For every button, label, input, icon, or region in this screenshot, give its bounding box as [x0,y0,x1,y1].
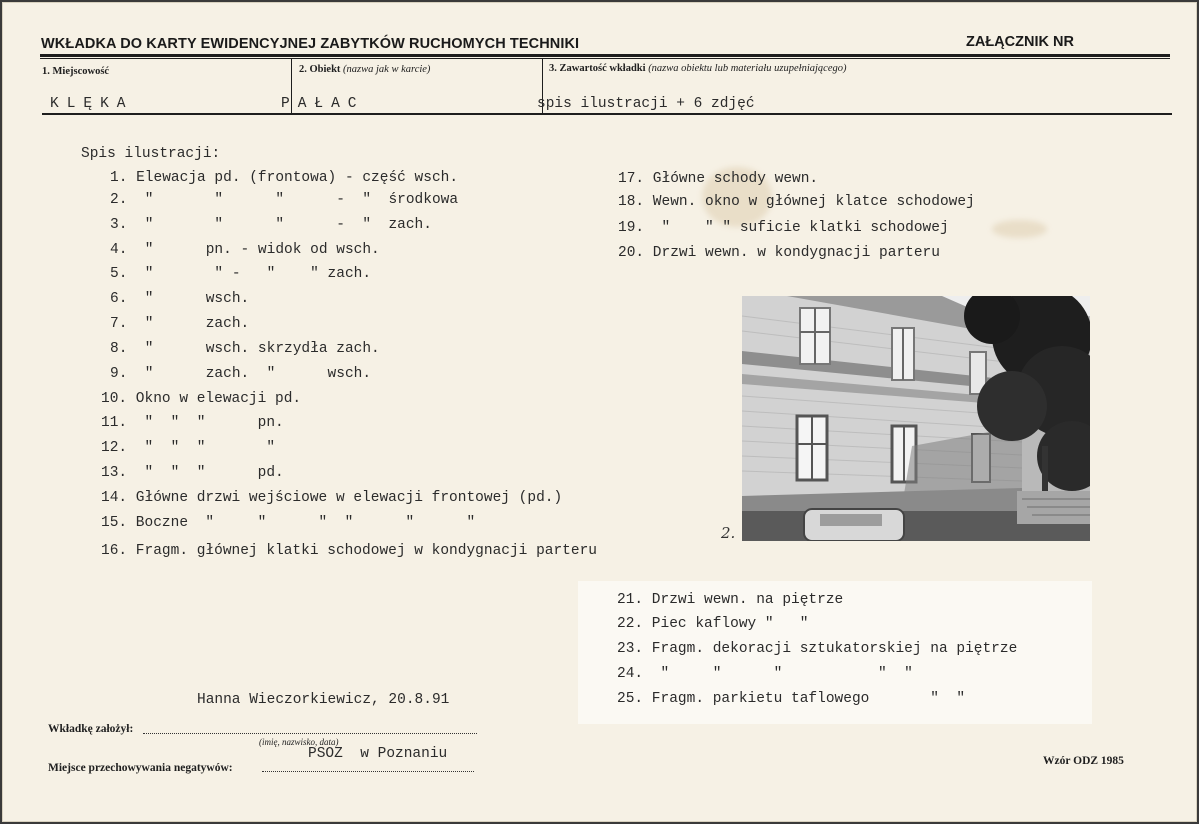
created-by-label: Wkładkę założył: [48,723,134,735]
header-rule [40,54,1170,57]
object-label: 2. Obiekt (nazwa jak w karcie) [299,64,431,75]
list-item: 24. " " " " " [617,666,913,682]
content-label: 3. Zawartość wkładki (nazwa obiektu lub materiału uzupełniającego) [549,63,847,74]
list-item: 5. " " - " " zach. [110,266,372,282]
list-item: 16. Fragm. głównej klatki schodowej w kondygnacji parteru [101,543,597,559]
list-item: 22. Piec kaflowy " " [617,616,809,632]
list-item: 12. " " " " [101,440,276,456]
list-item: 4. " pn. - widok od wsch. [110,242,380,258]
attachment-label: ZAŁĄCZNIK NR [966,34,1074,50]
list-item: 13. " " " pd. [101,465,284,481]
list-item: 17. Główne schody wewn. [618,171,819,187]
list-item: 14. Główne drzwi wejściowe w elewacji frontowej (pd.) [101,490,563,506]
list-item: 21. Drzwi wewn. na piętrze [617,592,844,608]
header-rule-thin [40,58,1170,59]
list-heading: Spis ilustracji: [81,146,221,162]
created-by-hint: (imię, nazwisko, data) [259,737,339,747]
list-item: 6. " wsch. [110,291,250,307]
list-item: 23. Fragm. dekoracji sztukatorskiej na piętrze [617,641,1018,657]
list-item: 18. Wewn. okno w głównej klatce schodowej [618,194,975,210]
building-photo [742,296,1090,541]
list-item: 1. Elewacja pd. (frontowa) - część wsch. [110,170,459,186]
list-item: 25. Fragm. parkietu taflowego " " [617,691,966,707]
form-code: Wzór ODZ 1985 [1043,755,1124,767]
content-value: spis ilustracji + 6 zdjęć [537,96,755,112]
record-card [2,2,1197,822]
negatives-storage-label: Miejsce przechowywania negatywów: [48,762,233,774]
list-item: 10. Okno w elewacji pd. [101,391,302,407]
negatives-storage-line [262,771,474,772]
list-item: 3. " " " - " zach. [110,217,432,233]
form-title: WKŁADKA DO KARTY EWIDENCYJNEJ ZABYTKÓW RUCHOMYCH TECHNIKI [41,36,580,52]
list-item: 7. " zach. [110,316,250,332]
negatives-storage-value: PSOZ w Poznaniu [308,746,448,762]
list-item: 11. " " " pn. [101,415,284,431]
list-item: 15. Boczne " " " " " " [101,515,476,531]
water-stain [992,220,1047,238]
created-by-line [143,733,477,734]
list-item: 2. " " " - " środkowa [110,192,459,208]
object-value: PAŁAC [281,96,365,112]
list-item: 20. Drzwi wewn. w kondygnacji parteru [618,245,940,261]
author-signature: Hanna Wieczorkiewicz, 20.8.91 [197,692,450,708]
list-item: 9. " zach. " wsch. [110,366,372,382]
place-label: 1. Miejscowość [42,66,110,77]
place-value: KLĘKA [50,96,134,112]
field-rule [42,113,1172,115]
photo-number: 2. [721,524,736,542]
building-photo-image [742,296,1090,541]
list-item: 19. " " " suficie klatki schodowej [618,220,949,236]
list-item: 8. " wsch. skrzydła zach. [110,341,380,357]
